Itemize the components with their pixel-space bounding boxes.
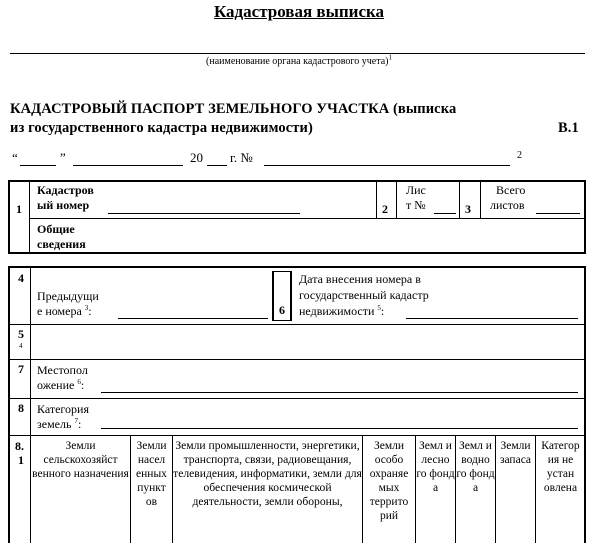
organ-label: (наименование органа кадастрового учета)$^1$ [206, 53, 392, 67]
table1-col-divider-4 [459, 180, 460, 218]
location-label: Местопол ожение $^6$: [37, 363, 88, 392]
row-number-2: 2 [382, 202, 388, 216]
organ-line [10, 53, 585, 54]
form-code: В.1 [558, 120, 579, 136]
category-agricultural[interactable]: Земли сельскохозяйст венного назначения [32, 440, 129, 480]
table1-row-divider [29, 218, 586, 219]
cadastral-number-field[interactable] [108, 213, 300, 214]
date-number-label: г. № [230, 150, 253, 165]
table2-row-divider-81 [8, 435, 586, 436]
category-water[interactable]: Земл и водно го фонд а [456, 440, 495, 494]
category-field[interactable] [101, 428, 578, 429]
table2-row-divider-8 [8, 398, 586, 399]
total-sheets-label: Всего листов [490, 183, 526, 212]
category-industry[interactable]: Земли промышленности, энергетики, транспорта, связи, радиовещания, телевидения, информатики, земли для обеспечения космической деятельности, земли обороны, [173, 439, 362, 508]
category-protected[interactable]: Земли особо охраняе мых террито рий [369, 440, 409, 522]
row-number-1: 1 [16, 202, 22, 216]
prev-numbers-label: Предыдущи е номера $^3$: [37, 289, 99, 318]
row-number-5: 5 [18, 327, 24, 341]
date-quote-close: ” [60, 150, 66, 165]
table1-col-divider-2 [376, 180, 377, 218]
table2-row-divider-7 [8, 359, 586, 360]
date-day-field[interactable] [20, 165, 56, 166]
general-info-label: Общие сведения [37, 222, 86, 251]
row-number-8: 8 [18, 401, 24, 415]
date-entry-field[interactable] [406, 318, 578, 319]
date-line-sup: 2 [517, 150, 522, 161]
category-settlements[interactable]: Земли насел енных пункт ов [136, 440, 167, 508]
row-number-3: 3 [465, 202, 471, 216]
category-reserve[interactable]: Земли запаса [499, 440, 532, 466]
row-number-8-1: 8. 1 [15, 439, 24, 467]
table2-row-divider-5 [8, 324, 586, 325]
passport-header-line2: из государственного кадастра недвижимости) [10, 120, 313, 136]
prev-numbers-field[interactable] [118, 318, 268, 319]
date-month-field[interactable] [73, 165, 183, 166]
sheet-number-label: Лис т № [406, 183, 426, 212]
row-number-4: 4 [18, 271, 24, 285]
total-sheets-field[interactable] [536, 213, 580, 214]
category-undefined[interactable]: Категор ия не устан овлена [541, 440, 580, 494]
date-year-field[interactable] [207, 165, 227, 166]
date-quote-open: “ [12, 150, 18, 165]
table1-col-divider-5 [480, 180, 481, 218]
row-number-7: 7 [18, 362, 24, 376]
passport-header-line1: КАДАСТРОВЫЙ ПАСПОРТ ЗЕМЕЛЬНОГО УЧАСТКА (выписка [10, 101, 457, 117]
doc-number-field[interactable] [264, 165, 510, 166]
date-year-prefix: 20 [190, 150, 203, 165]
category-label: Категория земель $^7$: [37, 402, 89, 431]
page-title: Кадастровая выписка [213, 2, 385, 21]
table1-col-divider-3 [396, 180, 397, 218]
location-field[interactable] [101, 392, 578, 393]
cadastral-number-label: Кадастров ый номер [37, 183, 94, 212]
table1-col-divider [29, 180, 30, 254]
date-entry-label: Дата внесения номера в государственный кадастр недвижимости $^5$: [299, 272, 429, 318]
table2-number-col [30, 266, 31, 543]
category-forest[interactable]: Земл и лесно го фонд а [416, 440, 455, 494]
sheet-number-field[interactable] [434, 213, 456, 214]
row-number-6: 6 [279, 303, 285, 317]
row-number-5-sub: 4 [19, 342, 23, 350]
